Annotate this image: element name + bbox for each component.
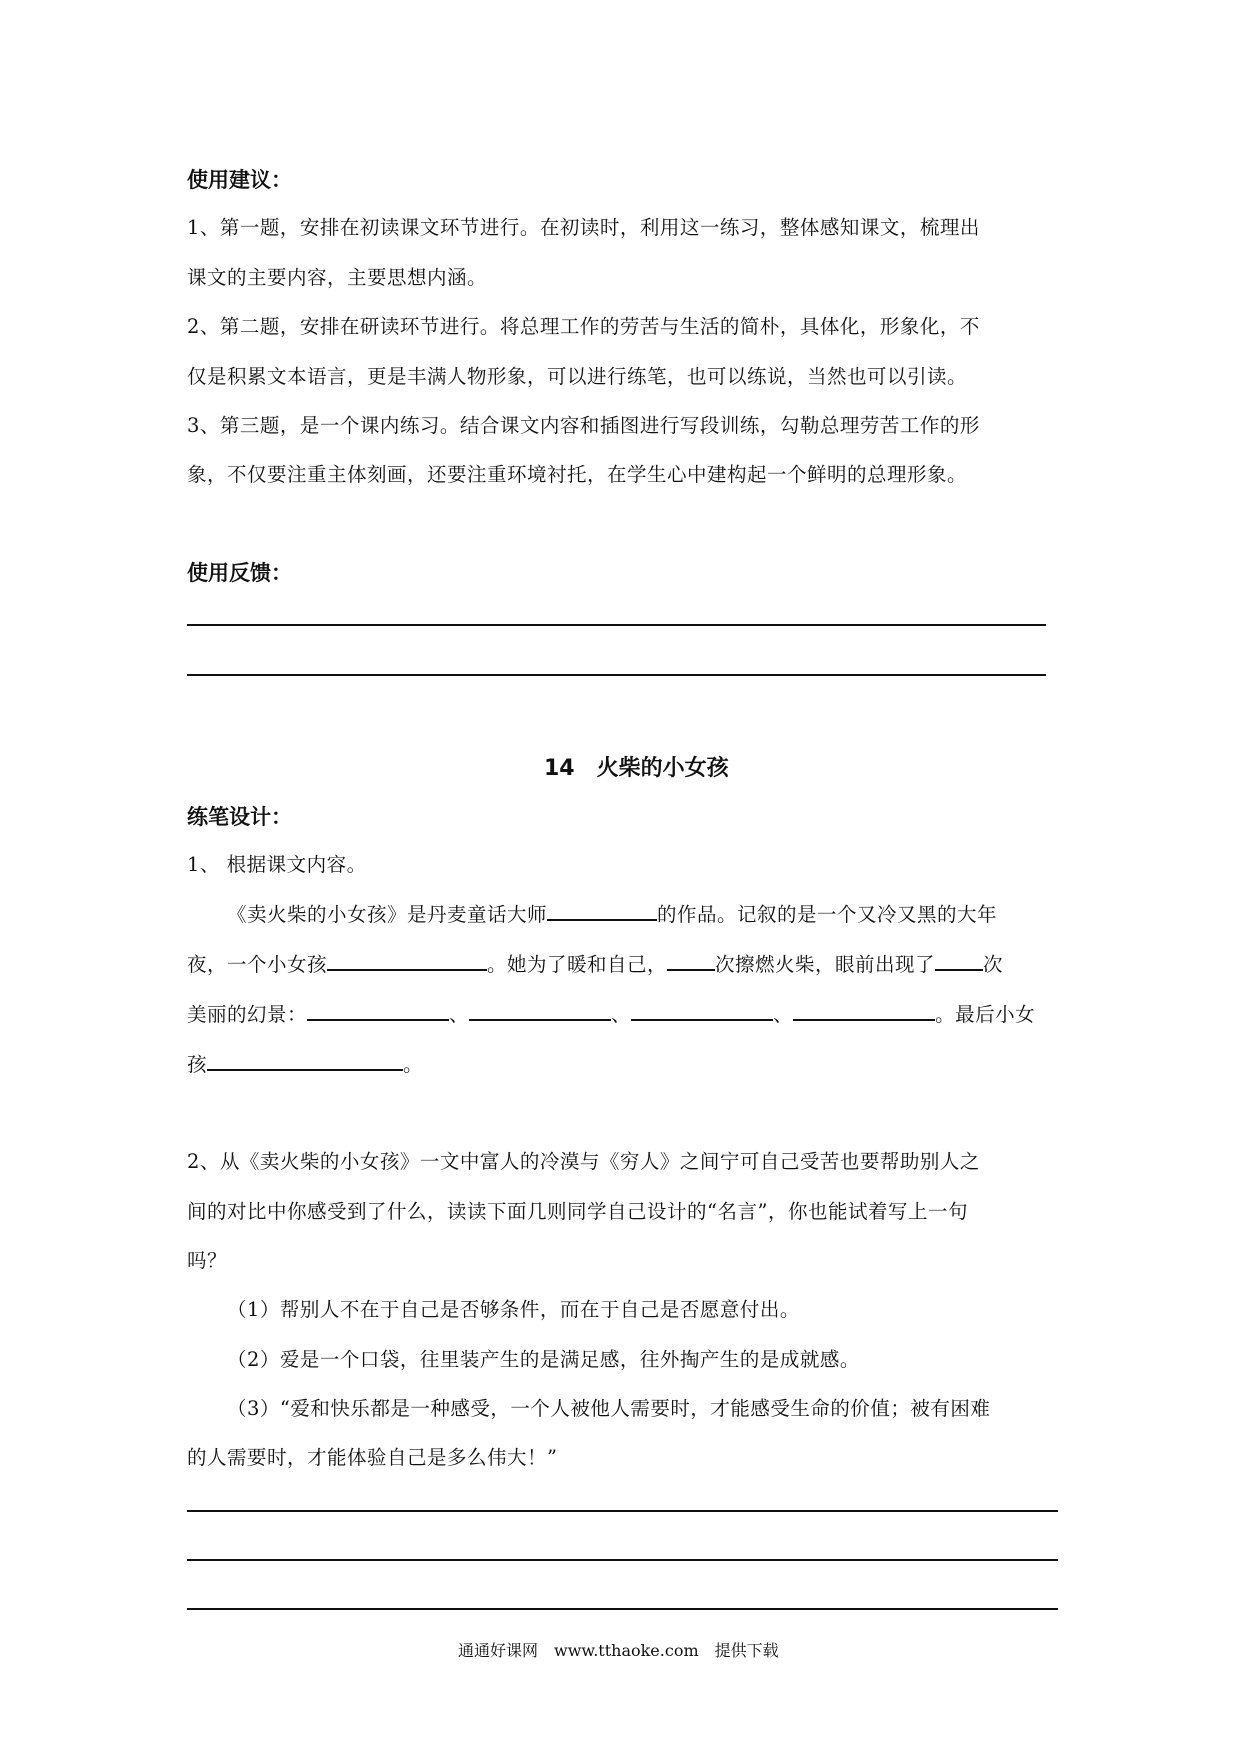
fill-blank-line-2: 夜，一个小女孩 。她为了暖和自己， 次擦燃火柴，眼前出现了 次 — [187, 953, 1004, 976]
footer-text: 通通好课网 www.tthaoke.com 提供下载 — [458, 1641, 779, 1660]
quote-item: （1）帮别人不在于自己是否够条件，而在于自己是否愿意付出。 — [227, 1298, 800, 1321]
lesson-title: 14 火柴的小女孩 — [544, 756, 729, 781]
suggestion-line: 2、第二题，安排在研读环节进行。将总理工作的劳苦与生活的简朴，具体化，形象化，不 — [187, 315, 980, 338]
suggestion-line: 象，不仅要注重主体刻画，还要注重环境衬托，在学生心中建构起一个鲜明的总理形象。 — [187, 463, 968, 486]
answer-line[interactable] — [187, 1559, 1058, 1561]
question-1-label: 1、 根据课文内容。 — [187, 853, 367, 876]
suggestion-line: 仅是积累文本语言，更是丰满人物形象，可以进行练笔，也可以练说，当然也可以引读。 — [187, 365, 968, 388]
blank-vision-2[interactable] — [469, 1001, 611, 1021]
question-2-line: 间的对比中你感受到了什么，读读下面几则同学自己设计的“名言”，你也能试着写上一句 — [187, 1200, 968, 1223]
answer-line[interactable] — [187, 1608, 1058, 1610]
blank-vision-4[interactable] — [793, 1001, 935, 1021]
blank-vision-count[interactable] — [935, 951, 983, 971]
usage-feedback-heading: 使用反馈： — [187, 561, 292, 585]
blank-ending[interactable] — [207, 1051, 403, 1071]
fill-blank-line-1: 《卖火柴的小女孩》是丹麦童话大师 的作品。记叙的是一个又冷又黑的大年 — [227, 903, 998, 926]
suggestion-line: 1、第一题，安排在初读课文环节进行。在初读时，利用这一练习，整体感知课文，梳理出 — [187, 216, 980, 239]
blank-strike-count[interactable] — [667, 951, 715, 971]
suggestion-line: 3、第三题，是一个课内练习。结合课文内容和插图进行写段训练，勾勒总理劳苦工作的形 — [187, 414, 980, 437]
answer-line[interactable] — [187, 1510, 1058, 1512]
usage-suggestions-heading: 使用建议： — [187, 168, 292, 192]
question-2-line: 2、从《卖火柴的小女孩》一文中富人的冷漠与《穷人》之间宁可自己受苦也要帮助别人之 — [187, 1150, 980, 1173]
quote-item: （2）爱是一个口袋，往里装产生的是满足感，往外掏产生的是成就感。 — [227, 1348, 860, 1371]
feedback-answer-line — [187, 674, 1046, 676]
blank-vision-1[interactable] — [307, 1001, 449, 1021]
fill-blank-line-3: 美丽的幻景： 、 、 、 。最后小女 — [187, 1003, 1036, 1026]
blank-girl-situation[interactable] — [327, 951, 487, 971]
quote-item: （3）“爱和快乐都是一种感受，一个人被他人需要时，才能感受生命的价值；被有困难 — [227, 1397, 991, 1420]
writing-design-heading: 练笔设计： — [187, 805, 292, 829]
feedback-answer-line — [187, 624, 1046, 626]
question-2-line: 吗？ — [187, 1249, 228, 1272]
blank-author[interactable] — [547, 901, 657, 921]
quote-item-continued: 的人需要时，才能体验自己是多么伟大！” — [187, 1446, 558, 1469]
fill-blank-line-4: 孩 。 — [187, 1053, 424, 1076]
suggestion-line: 课文的主要内容，主要思想内涵。 — [187, 266, 488, 289]
blank-vision-3[interactable] — [631, 1001, 773, 1021]
